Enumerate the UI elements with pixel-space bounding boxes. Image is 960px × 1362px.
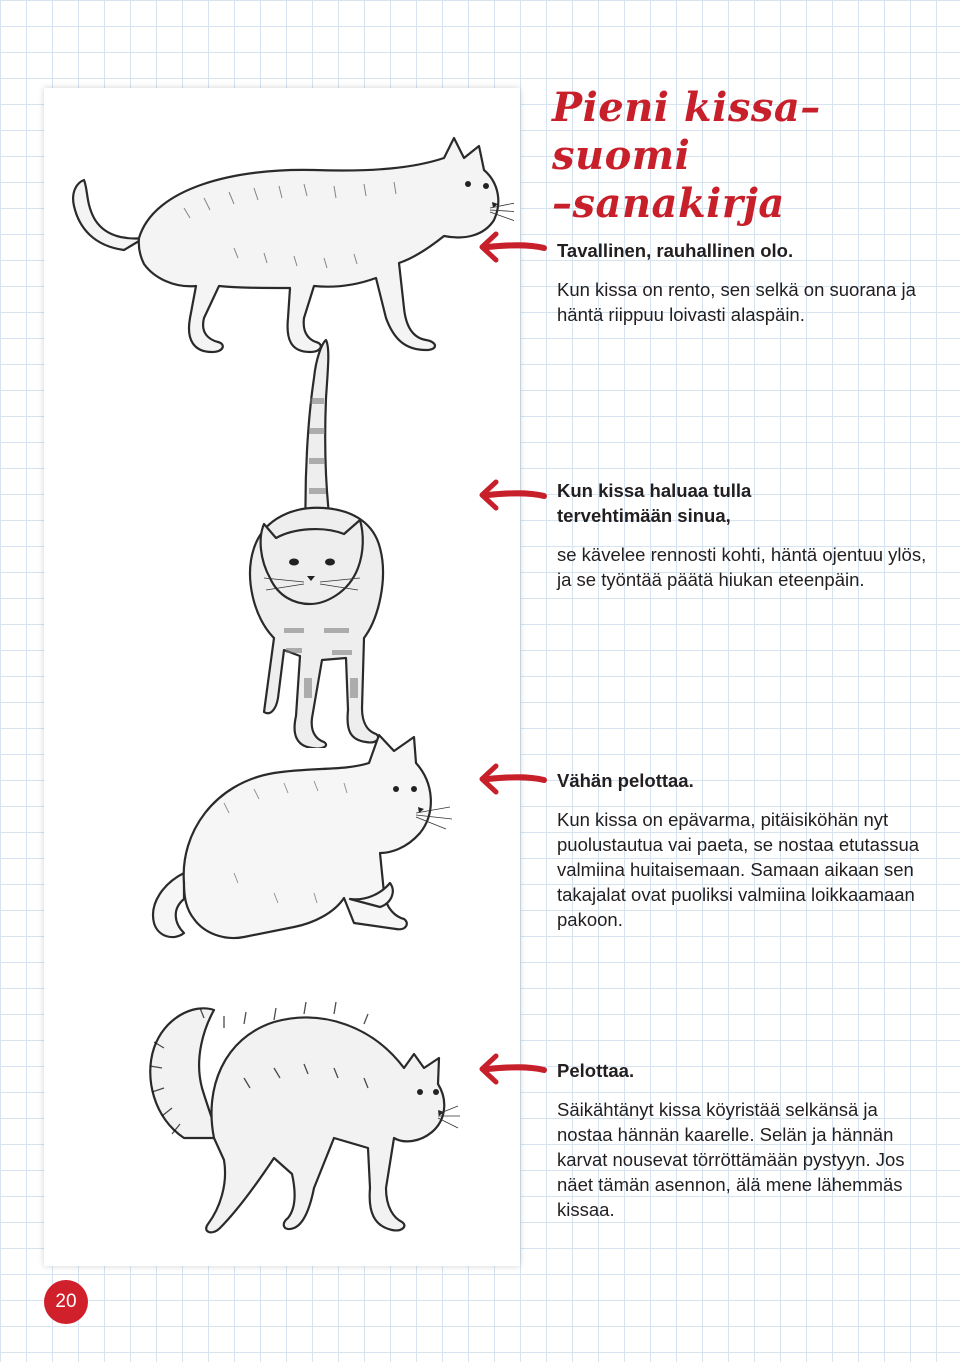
approaching-cat-illustration (214, 338, 414, 748)
entry-scared (557, 1058, 927, 1222)
entry-relaxed (557, 238, 927, 327)
illustration-panel (44, 88, 520, 1266)
entry-heading: Tavallinen, rauhallinen olo. (557, 240, 794, 261)
entry-heading: Pelottaa. (557, 1060, 635, 1081)
arched-back-cat-illustration (124, 988, 464, 1248)
page-number-badge: 20 (44, 1280, 88, 1324)
entry-heading: Kun kissa haluaa tulla tervehtimään sinua, (557, 480, 752, 526)
entry-body: Kun kissa on epävarma, pitäisiköhän nyt puolustautua vai paeta, se nostaa etutassua valmiina huitaisemaan. Samaan aikaan sen takajalat ovat puoliksi valmiina loikkaamaan pakoon. (557, 809, 920, 930)
entry-body: Kun kissa on rento, sen selkä on suorana ja häntä riippuu loivasti alaspäin. (557, 279, 916, 325)
entry-body: Säikähtänyt kissa köyristää selkänsä ja nostaa hännän kaarelle. Selän ja hännän karvat nousevat törröttämään pystyyn. Jos näet tämän asennon, älä mene lähemmäs kissaa. (557, 1099, 905, 1220)
arrow-left-icon (478, 762, 548, 796)
entry-unsure (557, 768, 927, 932)
walking-cat-illustration (54, 128, 514, 368)
arrow-left-icon (478, 230, 548, 264)
entry-heading: Vähän pelottaa. (557, 770, 694, 791)
arrow-left-icon (478, 478, 548, 512)
entry-body: se kävelee rennosti kohti, häntä ojentuu ylös, ja se työntää päätä hiukan eteenpäin. (557, 544, 927, 590)
crouching-cat-illustration (144, 723, 474, 973)
page-title-line-2: –sanakirja (552, 180, 785, 227)
arrow-left-icon (478, 1052, 548, 1086)
entry-greeting (557, 478, 927, 592)
page-title (552, 84, 932, 228)
page-title-line-1: Pieni kissa–suomi (552, 84, 821, 179)
